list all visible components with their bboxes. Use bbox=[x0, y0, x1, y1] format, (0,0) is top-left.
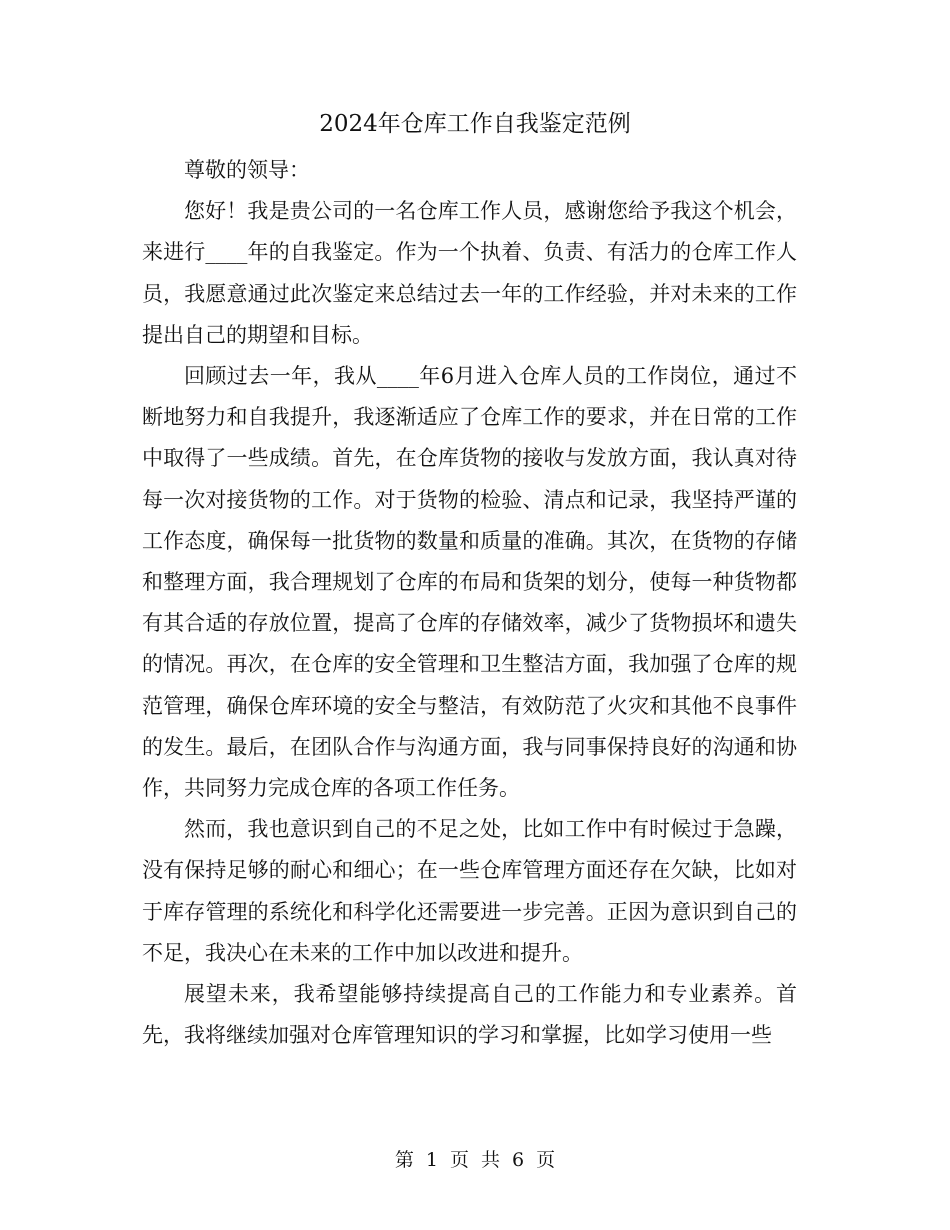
document-body bbox=[142, 150, 797, 1056]
body-paragraph: 然而，我也意识到自己的不足之处，比如工作中有时候过于急躁，没有保持足够的耐心和细心；在一些仓库管理方面还存在欠缺，比如对于库存管理的系统化和科学化还需要进一步完善。正因为意识到自己的不足，我决心在未来的工作中加以改进和提升。 bbox=[142, 817, 797, 965]
salutation-paragraph: 尊敬的领导： bbox=[184, 158, 310, 182]
page-number-footer: 第 1 页 共 6 页 bbox=[394, 1149, 556, 1171]
document-title: 2024年仓库工作自我鉴定范例 bbox=[319, 111, 631, 137]
body-paragraph: 展望未来，我希望能够持续提高自己的工作能力和专业素养。首先，我将继续加强对仓库管理知识的学习和掌握，比如学习使用一些 bbox=[142, 982, 797, 1048]
body-paragraph: 回顾过去一年，我从____年6月进入仓库人员的工作岗位，通过不断地努力和自我提升，我逐渐适应了仓库工作的要求，并在日常的工作中取得了一些成绩。首先，在仓库货物的接收与发放方面，我认真对待每一次对接货物的工作。对于货物的检验、清点和记录，我坚持严谨的工作态度，确保每一批货物的数量和质量的准确。其次，在货物的存储和整理方面，我合理规划了仓库的布局和货架的划分，使每一种货物都有其合适的存放位置，提高了仓库的存储效率，减少了货物损坏和遗失的情况。再次，在仓库的安全管理和卫生整洁方面，我加强了仓库的规范管理，确保仓库环境的安全与整洁，有效防范了火灾和其他不良事件的发生。最后，在团队合作与沟通方面，我与同事保持良好的沟通和协作，共同努力完成仓库的各项工作任务。 bbox=[142, 364, 797, 801]
body-paragraph: 您好！我是贵公司的一名仓库工作人员，感谢您给予我这个机会，来进行____年的自我鉴定。作为一个执着、负责、有活力的仓库工作人员，我愿意通过此次鉴定来总结过去一年的工作经验，并对未来的工作提出自己的期望和目标。 bbox=[142, 199, 797, 347]
